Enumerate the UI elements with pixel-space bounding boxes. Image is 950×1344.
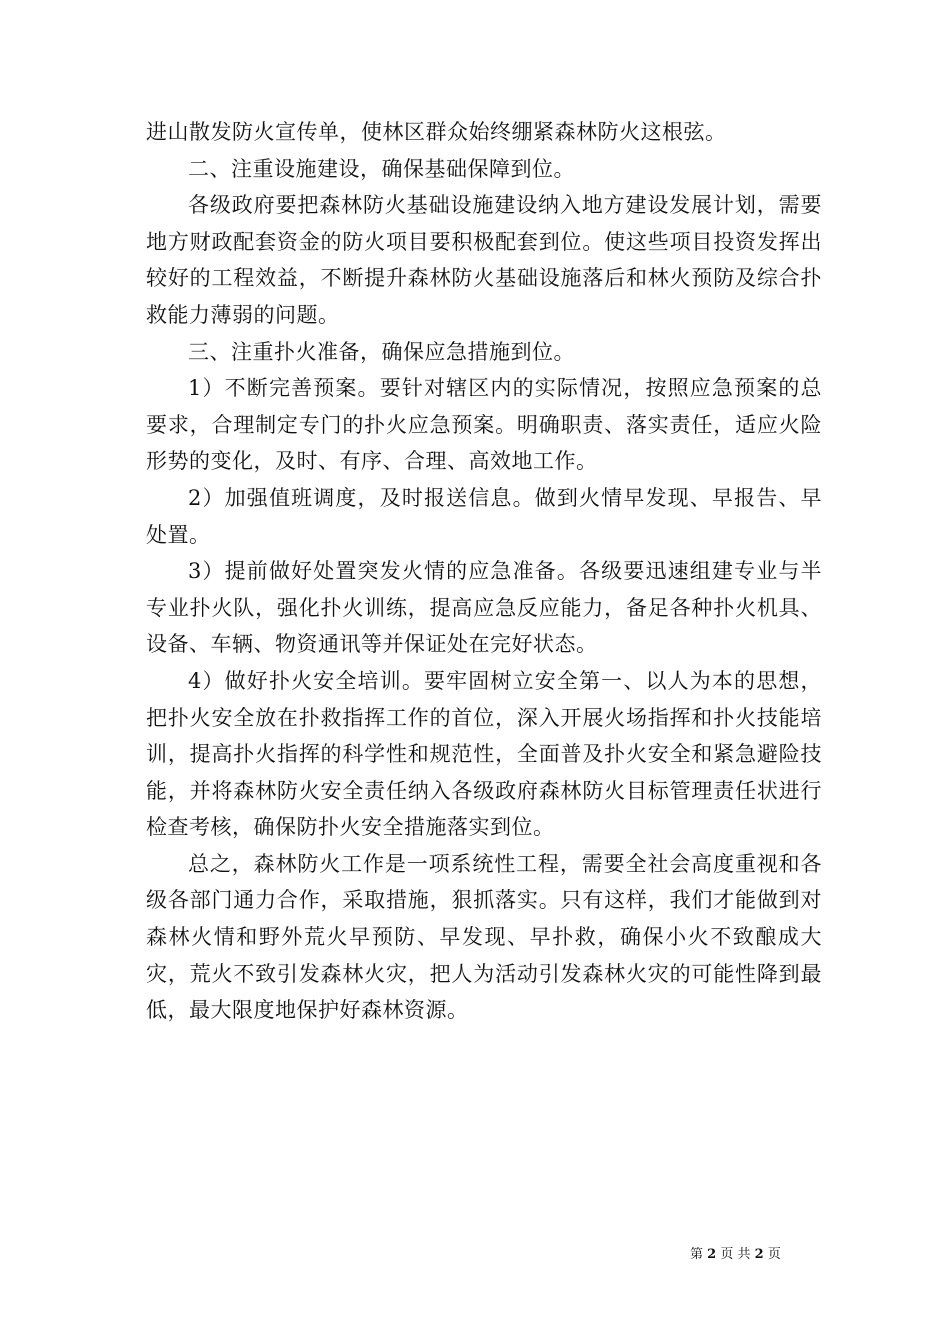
- footer-middle: 页 共: [720, 1247, 751, 1262]
- list-item: 2）加强值班调度，及时报送信息。做到火情早发现、早报告、早处置。: [146, 485, 822, 547]
- section-heading: 二、注重设施建设，确保基础保障到位。: [188, 156, 575, 181]
- paragraph: 各级政府要把森林防火基础设施建设纳入地方建设发展计划，需要地方财政配套资金的防火项目要积极配套到位。使这些项目投资发挥出较好的工程效益，不断提升森林防火基础设施落后和林火预防及综合扑救能力薄弱的问题。: [146, 193, 822, 327]
- paragraph: 总之，森林防火工作是一项系统性工程，需要全社会高度重视和各级各部门通力合作，采取措施，狠抓落实。只有这样，我们才能做到对森林火情和野外荒火早预防、早发现、早扑救，确保小火不致酿成大灾，荒火不致引发森林火灾，把人为活动引发森林火灾的可能性降到最低，最大限度地保护好森林资源。: [146, 851, 822, 1023]
- paragraph: 进山散发防火宣传单，使林区群众始终绷紧森林防火这根弦。: [146, 120, 727, 144]
- footer-suffix: 页: [767, 1247, 781, 1262]
- list-item: 4）做好扑火安全培训。要牢固树立安全第一、以人为本的思想，把扑火安全放在扑救指挥工作的首位，深入开展火场指挥和扑火技能培训，提高扑火指挥的科学性和规范性，全面普及扑火安全和紧急避险技能，并将森林防火安全责任纳入各级政府森林防火目标管理责任状进行检查考核，确保防扑火安全措施落实到位。: [146, 668, 822, 840]
- footer-prefix: 第: [690, 1247, 704, 1262]
- document-body: [146, 114, 822, 1029]
- current-page-number: 2: [707, 1247, 717, 1262]
- list-item: 1）不断完善预案。要针对辖区内的实际情况，按照应急预案的总要求，合理制定专门的扑火应急预案。明确职责、落实责任，适应火险形势的变化，及时、有序、合理、高效地工作。: [146, 376, 822, 474]
- total-page-number: 2: [754, 1247, 764, 1262]
- section-heading: 三、注重扑火准备，确保应急措施到位。: [188, 339, 575, 364]
- list-item: 3）提前做好处置突发火情的应急准备。各级要迅速组建专业与半专业扑火队，强化扑火训练，提高应急反应能力，备足各种扑火机具、设备、车辆、物资通讯等并保证处在完好状态。: [146, 559, 822, 657]
- page-number-footer: [690, 1246, 825, 1264]
